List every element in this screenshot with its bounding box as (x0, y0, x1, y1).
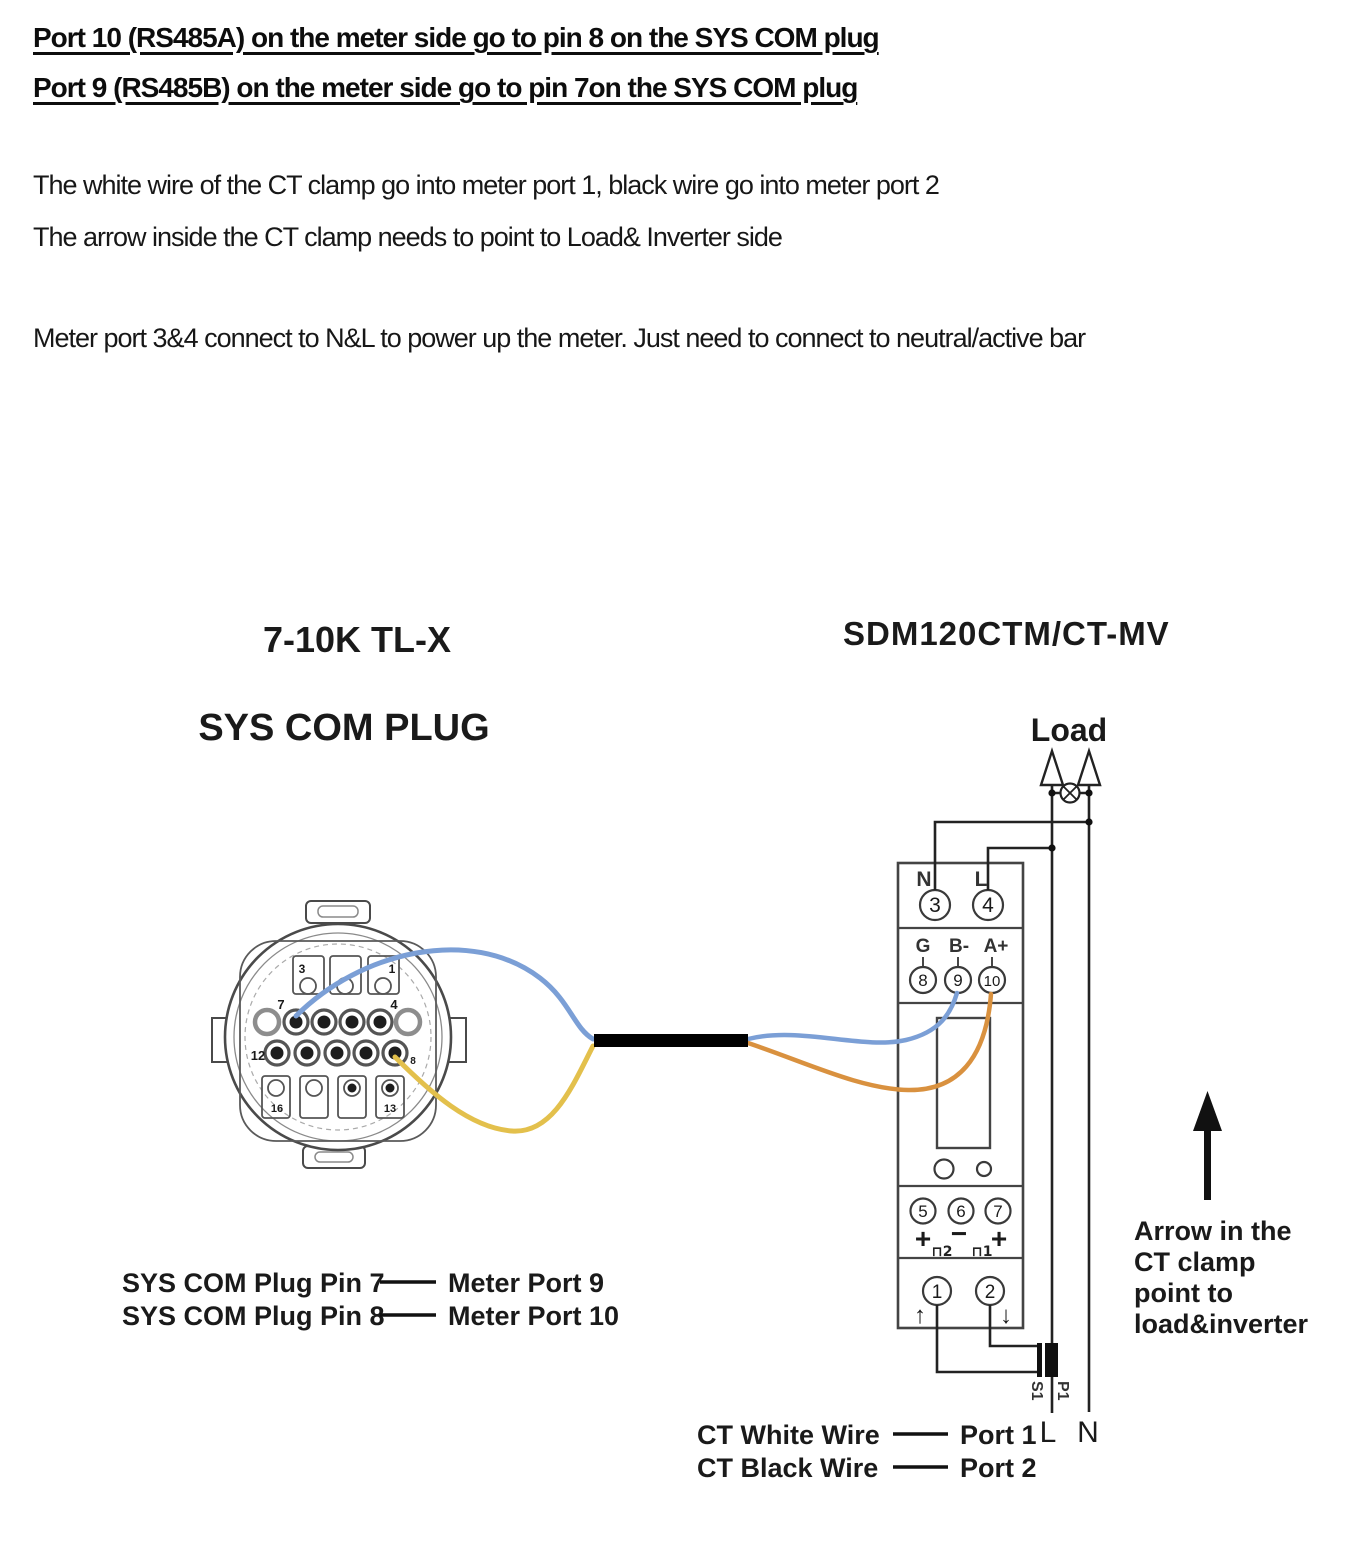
terminal-5-number: 5 (918, 1202, 928, 1221)
meter-l-label: L (974, 868, 988, 891)
plus-sign-right: + (990, 1223, 1008, 1254)
meter-g-label: G (915, 936, 931, 957)
terminal-7-number: 7 (993, 1202, 1003, 1221)
ct-s1-label: S1 (1028, 1381, 1045, 1401)
connector-top-tab (306, 901, 370, 923)
l-line-label: L (1039, 1416, 1057, 1449)
arrow-note-line3: point to (1134, 1278, 1233, 1308)
ct-white-port: Port 1 (960, 1420, 1037, 1450)
load-label: Load (1030, 712, 1108, 748)
up-arrow-icon: ↑ (914, 1302, 926, 1329)
pin-label-16: 16 (270, 1103, 284, 1115)
instruction-heading-port10: Port 10 (RS485A) on the meter side go to pin 8 on the SYS COM plug (33, 22, 879, 53)
terminal-1-number: 1 (931, 1282, 943, 1303)
ct-clamp (1037, 1343, 1058, 1377)
ct-mapping-labels (697, 1420, 1037, 1483)
sys-com-connector (212, 901, 466, 1168)
pin-label-7: 7 (277, 997, 285, 1012)
sys-com-plug-title: SYS COM PLUG (198, 707, 490, 749)
plus-sign-left: + (914, 1223, 932, 1254)
meter-a-label: A+ (983, 936, 1009, 957)
pin-label-13: 13 (383, 1103, 397, 1115)
meter (898, 863, 1023, 1329)
arrow-note-line2: CT clamp (1134, 1247, 1256, 1277)
meter-n-label: N (916, 868, 932, 891)
terminal-4-number: 4 (982, 894, 994, 917)
pin-label-1: 1 (388, 962, 396, 976)
ct-black-label: CT Black Wire (697, 1453, 879, 1483)
meter-button-left (935, 1160, 954, 1179)
pin-label-8: 8 (410, 1056, 416, 1067)
comm-cable (594, 1034, 748, 1047)
ct-p1-label: P1 (1054, 1381, 1071, 1401)
terminal-6-number: 6 (956, 1202, 966, 1221)
ct-direction-arrow-head (1193, 1091, 1222, 1131)
load-arrowhead-left (1041, 751, 1063, 785)
instruction-ct-arrow: The arrow inside the CT clamp needs to point to Load& Inverter side (33, 222, 782, 252)
n-line-label: N (1077, 1416, 1099, 1449)
pin-label-3: 3 (298, 962, 306, 976)
arrow-note-line4: load&inverter (1134, 1309, 1309, 1339)
mapping-pin8-right: Meter Port 10 (448, 1301, 620, 1331)
meter-button-right (977, 1162, 991, 1176)
pulse-2-symbol: ⊓2 (931, 1244, 953, 1260)
ct-direction-annotation (1134, 1091, 1309, 1339)
pulse-1-symbol: ⊓1 (971, 1244, 993, 1260)
inverter-model-title: 7-10K TL-X (262, 619, 452, 660)
terminal-3-number: 3 (929, 894, 941, 917)
instruction-ct-wires: The white wire of the CT clamp go into meter port 1, black wire go into meter port 2 (33, 170, 939, 200)
pin-hollow-left (255, 1010, 279, 1034)
mapping-pin7-left: SYS COM Plug Pin 7 (122, 1268, 385, 1298)
pin-hollow-right (396, 1010, 420, 1034)
down-arrow-icon: ↓ (1000, 1302, 1012, 1329)
terminal-9-number: 9 (953, 971, 963, 990)
load-arrowhead-right (1078, 751, 1100, 785)
pin-label-4: 4 (390, 997, 398, 1012)
instruction-heading-port9: Port 9 (RS485B) on the meter side go to pin 7on the SYS COM plug (33, 72, 858, 103)
meter-model-title: SDM120CTM/CT-MV (843, 615, 1170, 652)
pin-label-12: 12 (250, 1048, 266, 1063)
terminal-10-number: 10 (983, 973, 1001, 990)
arrow-note-line1: Arrow in the (1134, 1216, 1292, 1246)
pin-mapping-labels (122, 1268, 619, 1331)
ct-black-port: Port 2 (960, 1453, 1037, 1483)
terminal-8-number: 8 (918, 971, 928, 990)
ct-white-label: CT White Wire (697, 1420, 880, 1450)
mapping-pin7-right: Meter Port 9 (448, 1268, 605, 1298)
meter-b-label: B- (948, 936, 970, 957)
minus-sign: − (950, 1218, 968, 1249)
terminal-2-number: 2 (984, 1282, 996, 1303)
instruction-meter-power: Meter port 3&4 connect to N&L to power up the meter. Just need to connect to neutral/active bar (33, 323, 1086, 353)
ct-direction-arrow-shaft (1204, 1127, 1211, 1200)
mapping-pin8-left: SYS COM Plug Pin 8 (122, 1301, 385, 1331)
